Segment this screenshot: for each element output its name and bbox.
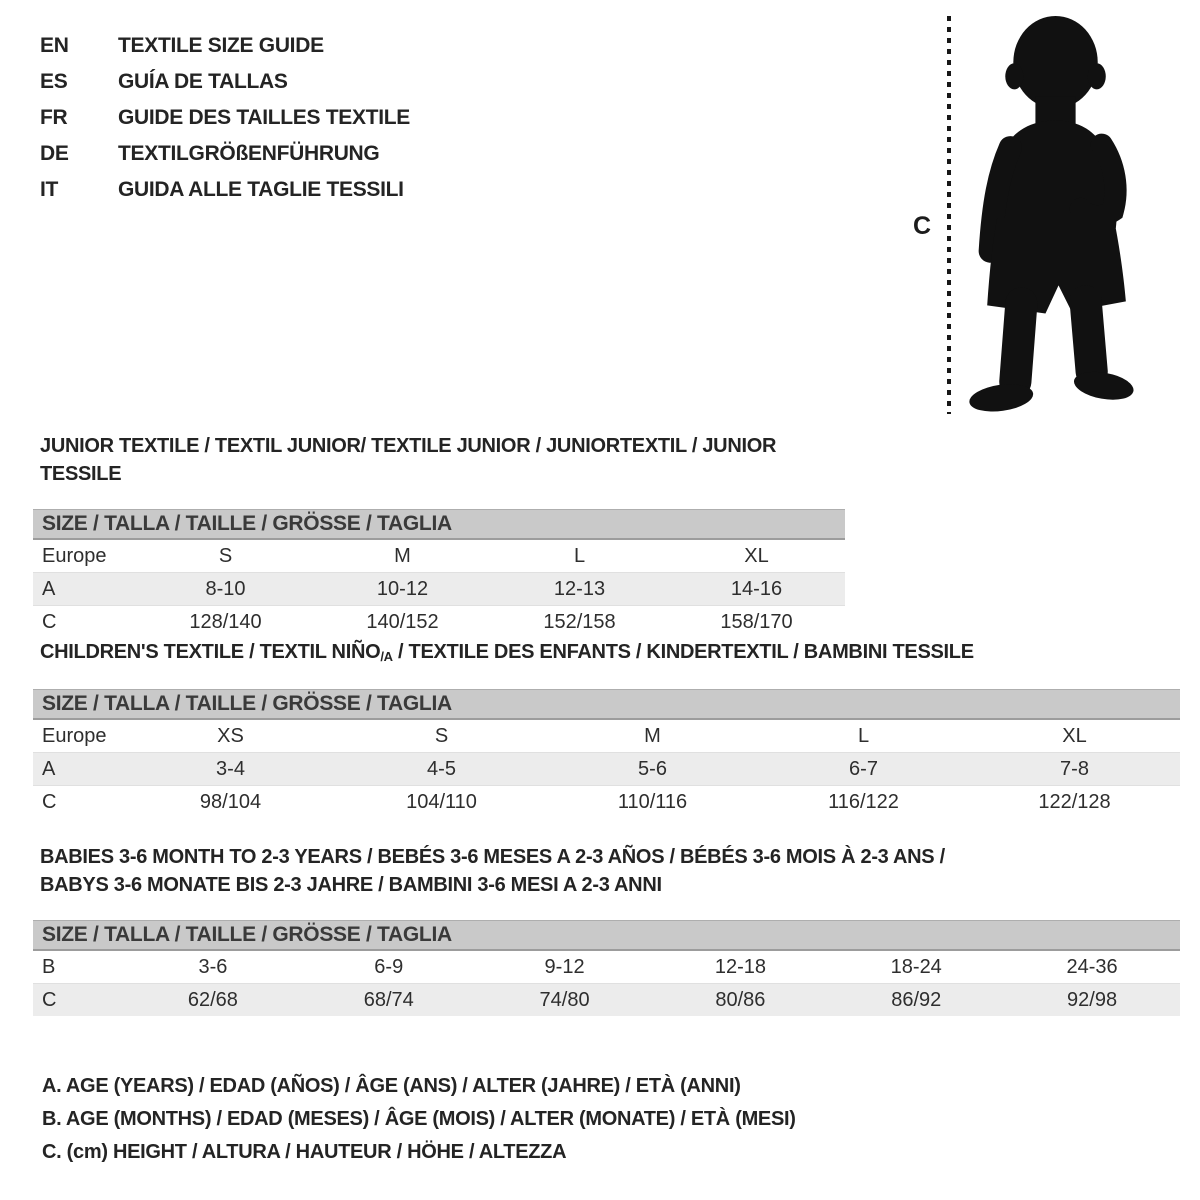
- section-title-line: [40, 843, 1180, 871]
- size-guide-section-junior: [33, 432, 845, 638]
- toddler-silhouette-image: [962, 12, 1140, 424]
- size-cell: 158/170: [720, 610, 793, 633]
- size-cell: 18-24: [890, 955, 942, 978]
- language-title: TEXTILE SIZE GUIDE: [118, 34, 324, 57]
- legend-line: C. (cm) HEIGHT / ALTURA / HAUTEUR / HÖHE / ALTEZZA: [42, 1141, 567, 1163]
- section-title-line: [40, 871, 1180, 899]
- row-label: C: [42, 610, 57, 633]
- size-cell: 6-9: [374, 955, 404, 978]
- size-cell: XL: [744, 544, 769, 567]
- size-cell: 152/158: [543, 610, 616, 633]
- language-code: ES: [40, 70, 68, 93]
- size-table: [33, 920, 1180, 1016]
- size-guide-section-babies: [33, 843, 1180, 1016]
- section-title-line: [40, 432, 845, 488]
- size-cell: 7-8: [1060, 757, 1089, 780]
- measurement-legend: [42, 1070, 796, 1169]
- table-row: [33, 786, 1180, 818]
- height-dotted-line: [947, 16, 951, 414]
- section-title-text: BABYS 3-6 MONATE BIS 2-3 JAHRE / BAMBINI 3-6 MESI A 2-3 ANNI: [40, 874, 662, 896]
- size-cell: 10-12: [376, 577, 429, 600]
- row-label: C: [42, 988, 57, 1011]
- size-cell: 92/98: [1067, 988, 1118, 1011]
- table-row: [33, 984, 1180, 1016]
- language-code: FR: [40, 106, 68, 129]
- table-size-header: SIZE / TALLA / TAILLE / GRÖSSE / TAGLIA: [33, 920, 1180, 951]
- language-row: [40, 172, 410, 208]
- size-cell: 80/86: [715, 988, 766, 1011]
- section-title-text: CHILDREN'S TEXTILE / TEXTIL NIÑO: [40, 641, 381, 663]
- size-cell: 3-6: [198, 955, 228, 978]
- table-row: [33, 573, 845, 606]
- size-cell: 140/152: [366, 610, 439, 633]
- language-row: [40, 100, 410, 136]
- size-cell: 110/116: [617, 790, 688, 813]
- size-cell: XS: [217, 724, 244, 747]
- size-guide-section-children: [33, 638, 1180, 818]
- size-cell: 24-36: [1066, 955, 1118, 978]
- size-cell: S: [218, 544, 233, 567]
- size-cell: L: [857, 724, 870, 747]
- size-cell: M: [394, 544, 411, 567]
- section-title-text: / TEXTILE DES ENFANTS / KINDERTEXTIL / BAMBINI TESSILE: [392, 641, 974, 663]
- section-title: [40, 638, 1180, 668]
- section-title-text: /A: [380, 649, 393, 664]
- size-cell: 14-16: [730, 577, 783, 600]
- section-title-text: JUNIOR TEXTILE / TEXTIL JUNIOR/ TEXTILE JUNIOR / JUNIORTEXTIL / JUNIOR TESSILE: [40, 435, 777, 485]
- size-cell: 104/110: [406, 790, 477, 813]
- size-cell: 74/80: [539, 988, 590, 1011]
- language-code: DE: [40, 142, 69, 165]
- language-title: GUIDE DES TAILLES TEXTILE: [118, 106, 410, 129]
- table-size-header: SIZE / TALLA / TAILLE / GRÖSSE / TAGLIA: [33, 689, 1180, 720]
- table-row: [33, 606, 845, 638]
- size-cell: 116/122: [828, 790, 899, 813]
- row-label: A: [42, 757, 56, 780]
- language-title: TEXTILGRÖßENFÜHRUNG: [118, 142, 380, 165]
- size-cell: 12-18: [714, 955, 766, 978]
- size-table: [33, 509, 845, 638]
- language-title: GUÍA DE TALLAS: [118, 70, 288, 93]
- language-code: IT: [40, 178, 59, 201]
- size-cell: 86/92: [891, 988, 942, 1011]
- size-cell: XL: [1062, 724, 1087, 747]
- row-label: B: [42, 955, 56, 978]
- size-cell: 62/68: [187, 988, 238, 1011]
- language-code: EN: [40, 34, 69, 57]
- section-title-text: BABIES 3-6 MONTH TO 2-3 YEARS / BEBÉS 3-6 MESES A 2-3 AÑOS / BÉBÉS 3-6 MOIS À 2-3 ANS /: [40, 846, 945, 868]
- legend-line: A. AGE (YEARS) / EDAD (AÑOS) / ÂGE (ANS) / ALTER (JAHRE) / ETÀ (ANNI): [42, 1075, 741, 1097]
- size-cell: 12-13: [553, 577, 606, 600]
- language-row: [40, 28, 410, 64]
- size-cell: 6-7: [849, 757, 878, 780]
- size-cell: L: [573, 544, 586, 567]
- section-title: [40, 432, 845, 488]
- section-title: [40, 843, 1180, 899]
- table-row: [33, 753, 1180, 786]
- row-label: Europe: [42, 724, 107, 747]
- size-cell: 122/128: [1038, 790, 1111, 813]
- size-cell: 68/74: [363, 988, 414, 1011]
- size-cell: 98/104: [199, 790, 262, 813]
- size-cell: 3-4: [216, 757, 245, 780]
- size-cell: 4-5: [427, 757, 456, 780]
- language-title: GUIDA ALLE TAGLIE TESSILI: [118, 178, 404, 201]
- table-row: [33, 951, 1180, 984]
- table-row: [33, 540, 845, 573]
- size-cell: 128/140: [189, 610, 262, 633]
- language-row: [40, 64, 410, 100]
- size-cell: S: [434, 724, 449, 747]
- size-cell: 9-12: [544, 955, 585, 978]
- row-label: C: [42, 790, 57, 813]
- table-row: [33, 720, 1180, 753]
- size-cell: M: [644, 724, 661, 747]
- row-label: A: [42, 577, 56, 600]
- height-measure-label: C: [913, 212, 932, 240]
- language-row: [40, 136, 410, 172]
- section-title-line: [40, 638, 1180, 668]
- table-size-header: SIZE / TALLA / TAILLE / GRÖSSE / TAGLIA: [33, 509, 845, 540]
- language-list: [40, 28, 410, 208]
- size-cell: 8-10: [205, 577, 246, 600]
- size-cell: 5-6: [638, 757, 667, 780]
- legend-line: B. AGE (MONTHS) / EDAD (MESES) / ÂGE (MOIS) / ALTER (MONATE) / ETÀ (MESI): [42, 1108, 796, 1130]
- size-table: [33, 689, 1180, 818]
- row-label: Europe: [42, 544, 107, 567]
